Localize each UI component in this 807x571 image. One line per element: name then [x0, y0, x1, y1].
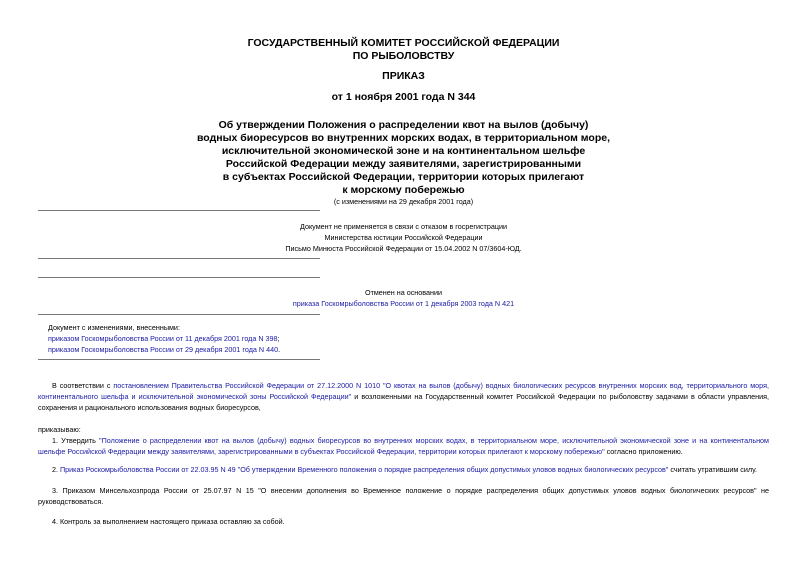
amendment-note: (с изменениями на 29 декабря 2001 года)	[333, 197, 474, 206]
item-2-suffix: считать утратившим силу.	[668, 465, 757, 474]
regulation-link[interactable]: "Положение о распределении квот на вылов (добычу) водных биоресурсов во внутренних морских водах, в территориальном море, исключительной экономической зоне и на континентальном шельфе Российской Федерации между заявителями, зарегистрированными в субъектах Российской Федерации, территории которых прилегают к морскому побережью"	[38, 436, 769, 456]
order-word: приказываю:	[38, 425, 81, 434]
divider	[38, 359, 320, 360]
title-line: Российской Федерации между заявителями, зарегистрированными	[225, 158, 582, 170]
item-4: 4. Контроль за выполнением настоящего приказа оставляю за собой.	[52, 517, 285, 526]
divider	[38, 210, 320, 211]
changes-list	[48, 322, 280, 355]
item-1	[38, 435, 769, 457]
item-3: 3. Приказом Минсельхозпрода России от 25.07.97 N 15 "О внесении дополнения во Временное положение о порядке распределения общих допустимых уловов водных биологических ресурсов" не руководствоваться.	[38, 486, 769, 506]
title-line: исключительной экономической зоне и на континентальном шельфе	[221, 145, 586, 157]
cancelled-notice	[0, 287, 807, 309]
committee-name-line1: ГОСУДАРСТВЕННЫЙ КОМИТЕТ РОССИЙСКОЙ ФЕДЕРАЦИИ	[247, 37, 560, 49]
cancel-order-link[interactable]: приказа Госкомрыболовства России от 1 декабря 2003 года N 421	[292, 299, 515, 308]
preamble-text: В соответствии с	[52, 381, 114, 390]
notice-line: Письмо Минюста Российской Федерации от 15.04.2002 N 07/3604-ЮД.	[285, 244, 522, 253]
title-line: водных биоресурсов во внутренних морских водах, в территориальном море,	[196, 132, 610, 144]
title-line: в субъектах Российской Федерации, территории которых прилегают	[222, 171, 585, 183]
separator: ;	[277, 334, 280, 343]
notice-line: Министерства юстиции Российской Федерации	[324, 233, 483, 242]
preamble-text: и возложенными на Государственный комитет Российской Федерации по рыболовству задачами в области управления, сохранения и рационального использования водных биоресурсов,	[38, 392, 769, 412]
changes-intro: Документ с изменениями, внесенными:	[48, 323, 180, 332]
title-line: Об утверждении Положения о распределении квот на вылов (добычу)	[218, 119, 589, 131]
government-decree-link[interactable]: постановлением Правительства Российской Федерации от 27.12.2000 N 1010 "О квотах на вылов (добычу) водных биологических ресурсов внутренних морских вод, территориального моря, континентального шельфа и исключительной экономической зоны Российской Федерации"	[38, 381, 769, 401]
item-1-prefix: 1. Утвердить	[52, 436, 100, 445]
divider	[38, 277, 320, 278]
separator: .	[278, 345, 281, 354]
divider	[38, 258, 320, 259]
title-line: к морскому побережью	[342, 184, 465, 196]
divider	[38, 314, 320, 315]
cancelled-label: Отменен на основании	[364, 288, 442, 297]
item-2	[38, 464, 769, 475]
change-order-link-398[interactable]: приказом Госкомрыболовства России от 11 декабря 2001 года N 398	[48, 334, 278, 343]
document-type: ПРИКАЗ	[382, 70, 425, 82]
notice-line: Документ не применяется в связи с отказом в госрегистрации	[300, 222, 507, 231]
not-applied-notice	[0, 221, 807, 254]
change-order-link-440[interactable]: приказом Госкомрыболовства России от 29 декабря 2001 года N 440	[48, 345, 279, 354]
item-1-suffix: согласно приложению.	[604, 447, 683, 456]
order-49-link[interactable]: Приказ Роскомрыболовства России от 22.03.95 N 49 "Об утверждении Временного положения о порядке распределения общих допустимых уловов водных биологических ресурсов"	[60, 465, 669, 474]
committee-name-line2: ПО РЫБОЛОВСТВУ	[352, 50, 455, 62]
document-title	[0, 119, 807, 197]
item-2-number: 2.	[52, 465, 60, 474]
document-date-number: от 1 ноября 2001 года N 344	[331, 91, 476, 103]
preamble-paragraph	[38, 380, 769, 413]
